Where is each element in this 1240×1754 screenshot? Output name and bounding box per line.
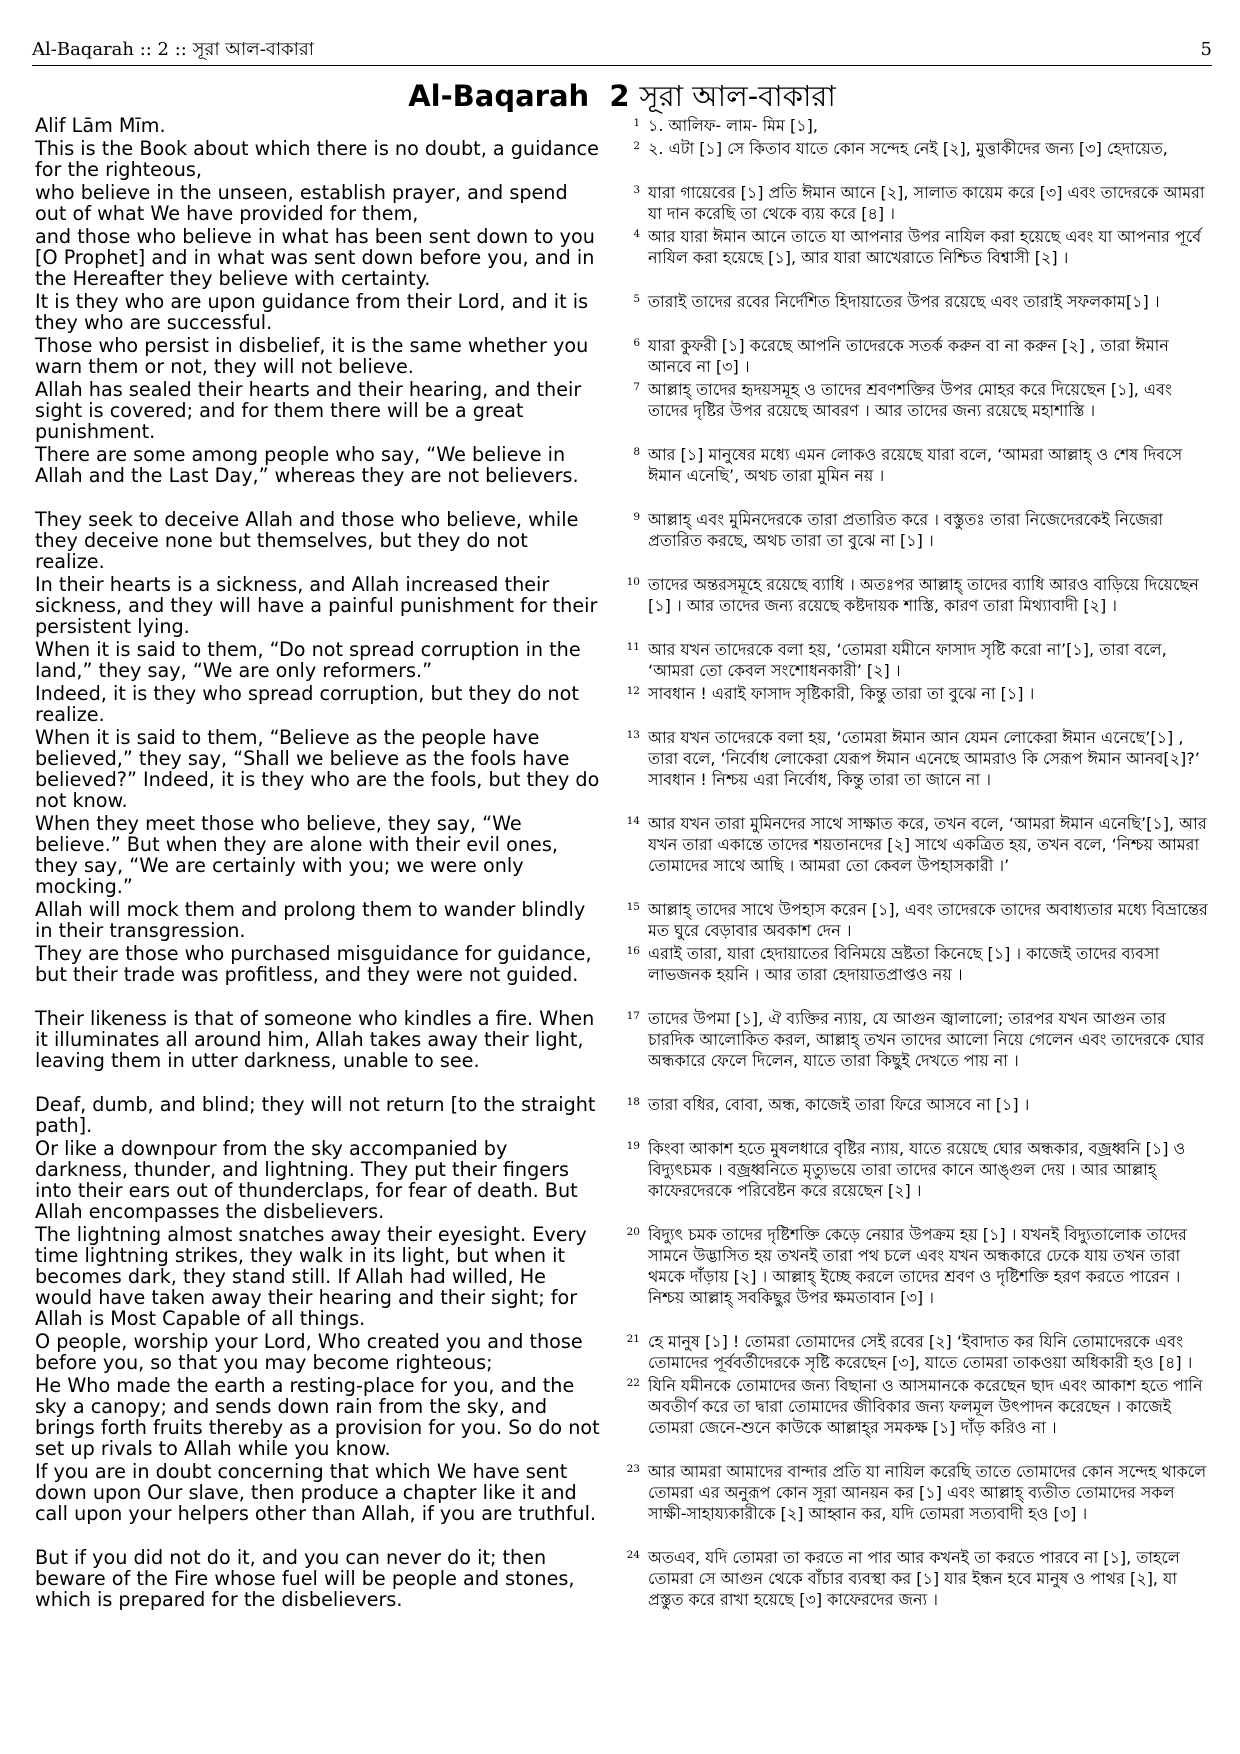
running-title: Al-Baqarah :: 2 :: সূরা আল-বাকারা [32,39,314,60]
verse-row [35,1138,1215,1224]
verse-bengali-text: কিংবা আকাশ হতে মুষলধারে বৃষ্টির ন্যায়, যাতে রয়েছে ঘোর অন্ধকার, বজ্রধ্বনি [১] ও বিদ্যুৎচমক । বজ্রধ্বনিতে মৃত্যুভয়ে তারা তাদের কানে আঙ্গুল দেয় । আর আল্লাহ্ কাফেরদেরকে পরিবেষ্টন করে রয়েছেন [২] । [648,1139,1186,1200]
verse-english-text: In their hearts is a sickness, and Allah increased their sickness, and they will have a painful punishment for their persistent lying. [35,573,598,638]
verse-english-text: When they meet those who believe, they say, “We believe.” But when they are alone with their evil ones, they say, “We are certainly with you; we were only mocking.” [35,812,558,898]
verse-number: 2 [633,140,640,152]
verse-bengali-text: সাবধান ! এরাই ফাসাদ সৃষ্টিকারী, কিন্তু তারা তা বুঝে না [১] । [648,684,1035,703]
verse-row [35,444,1215,509]
verse-bengali-text: আর যখন তাদেরকে বলা হয়, ‘তোমরা যমীনে ফাসাদ সৃষ্টি করো না’[১], তারা বলে, ‘আমরা তো কেবল সংশোধনকারী’ [২] । [648,640,1167,680]
verse-english-text: Allah has sealed their hearts and their hearing, and their sight is covered; and for them there will be a great punishment. [35,378,582,443]
verse-english-text: He Who made the earth a resting-place for you, and the sky a canopy; and sends down rain from the sky, and brings forth fruits thereby as a provision for you. So do not set up rivals to Allah while you know. [35,1374,600,1460]
verse-bengali-text: হে মানুষ [১] ! তোমরা তোমাদের সেই রবের [২] ‘ইবাদাত কর যিনি তোমাদেরকে এবং তোমাদের পূর্ববর্তীদেরকে সৃষ্টি করেছেন [৩], যাতে তোমরা তাকওয়া অধিকারী হও [৪] । [648,1332,1193,1372]
verse-number: 7 [633,381,640,393]
page-number: 5 [1200,39,1212,60]
verse-bengali-text: অতএব, যদি তোমরা তা করতে না পার আর কখনই তা করতে পারবে না [১], তাহলে তোমরা সে আগুন থেকে বাঁচার ব্যবস্থা কর [১] যার ইন্ধন হবে মানুষ ও পাথর [২], যা প্রস্তুত করে রাখা হয়েছে [৩] কাফেরদের জন্য । [648,1548,1180,1609]
verse-row [35,115,1215,138]
verse-row [35,138,1215,182]
verse-english-text: They seek to deceive Allah and those who believe, while they deceive none but themselves, but they do not realize. [35,508,579,573]
verse-english-text: who believe in the unseen, establish prayer, and spend out of what We have provided for them, [35,181,568,225]
verse-row [35,1331,1215,1375]
verse-bengali-text: ১. আলিফ- লাম- মিম [১], [648,116,818,135]
surah-title-bengali: সূরা আল-বাকারা [639,79,836,113]
verse-bengali-text: তারা বধির, বোবা, অন্ধ, কাজেই তারা ফিরে আসবে না [১] । [648,1095,1030,1114]
verse-bengali-text: আল্লাহ্ তাদের সাথে উপহাস করেন [১], এবং তাদেরকে তাদের অবাধ্যতার মধ্যে বিভ্রান্তের মত ঘুরে বেড়াবার অবকাশ দেন । [648,900,1208,940]
verse-number: 21 [626,1333,640,1345]
verse-bengali-text: আর যখন তারা মুমিনদের সাথে সাক্ষাত করে, তখন বলে, ‘আমরা ঈমান এনেছি’[১], আর যখন তারা একান্তে তাদের শয়তানদের [২] সাথে একত্রিত হয়, তখন বলে, ‘নিশ্চয় আমরা তোমাদের সাথে আছি । আমরা তো কেবল উপহাসকারী ।’ [648,814,1207,875]
verse-row [35,1375,1215,1461]
verse-bengali-text: বিদ্যুৎ চমক তাদের দৃষ্টিশক্তি কেড়ে নেয়ার উপক্রম হয় [১] । যখনই বিদ্যুতালোক তাদের সামনে উদ্ভাসিত হয় তখনই তারা পথ চলে এবং যখন অন্ধকারে ঢেকে যায় তখন তারা থমকে দাঁড়ায় [২] । আল্লাহ্ ইচ্ছে করলে তাদের শ্রবণ ও দৃষ্টিশক্তি হরণ করতে পারেন । নিশ্চয় আল্লাহ্ সবকিছুর উপর ক্ষমতাবান [৩] । [648,1225,1187,1307]
verse-bengali-text: যারা কুফরী [১] করেছে আপনি তাদেরকে সতর্ক করুন বা না করুন [২] , তারা ঈমান আনবে না [৩] । [648,336,1169,376]
verse-english-text: The lightning almost snatches away their eyesight. Every time lightning strikes, they walk in its light, but when it becomes dark, they stand still. If Allah had willed, He would have taken away their hearing and their sight; for Allah is Most Capable of all things. [35,1223,587,1330]
verse-bengali-text: আল্লাহ্ তাদের হৃদয়সমূহ ও তাদের শ্রবণশক্তির উপর মোহর করে দিয়েছেন [১], এবং তাদের দৃষ্টির উপর রয়েছে আবরণ । আর তাদের জন্য রয়েছে মহাশাস্তি । [648,380,1172,420]
verse-english-text: They are those who purchased misguidance for guidance, but their trade was profitless, and they were not guided. [35,942,592,986]
surah-title-english: Al-Baqarah 2 [408,79,630,113]
verse-row [35,1547,1215,1612]
verse-row [35,574,1215,639]
verse-english-text: Deaf, dumb, and blind; they will not return [to the straight path]. [35,1093,596,1137]
surah-title [32,76,1212,116]
verse-number: 17 [626,1010,640,1022]
verse-row [35,291,1215,335]
verse-row [35,379,1215,444]
verse-number: 6 [633,337,640,349]
verse-row [35,1094,1215,1138]
verse-number: 23 [626,1463,640,1475]
verse-row [35,1008,1215,1094]
verse-english-text: Their likeness is that of someone who kindles a fire. When it illuminates all around him, Allah takes away their light, leaving them in utter darkness, unable to see. [35,1007,595,1072]
verse-english-text: But if you did not do it, and you can never do it; then beware of the Fire whose fuel will be people and stones, which is prepared for the disbelievers. [35,1546,575,1611]
verse-bengali-text: আর আমরা আমাদের বান্দার প্রতি যা নাযিল করেছি তাতে তোমাদের কোন সন্দেহ থাকলে তোমরা এর অনুরূপ কোন সূরা আনয়ন কর [১] এবং আল্লাহ্ ব্যতীত তোমাদের সকল সাক্ষী-সাহায্যকারীকে [২] আহ্বান কর, যদি তোমরা সত্যবাদী হও [৩] । [648,1462,1207,1523]
verse-row [35,943,1215,1008]
verse-row [35,683,1215,727]
verse-number: 4 [633,228,640,240]
verse-bengali-text: তারাই তাদের রবের নির্দেশিত হিদায়াতের উপর রয়েছে এবং তারাই সফলকাম[১] । [648,292,1160,311]
verse-row [35,813,1215,899]
verse-english-text: Indeed, it is they who spread corruption, but they do not realize. [35,682,579,726]
verse-bengali-text: তাদের উপমা [১], ঐ ব্যক্তির ন্যায়, যে আগুন জ্বালালো; তারপর যখন আগুন তার চারদিক আলোকিত করল, আল্লাহ্ তখন তাদের আলো নিয়ে গেলেন এবং তাদেরকে ঘোর অন্ধকারে ফেলে দিলেন, যাতে তারা কিছুই দেখতে পায় না । [648,1009,1205,1070]
verse-bengali-text: আল্লাহ্ এবং মুমিনদেরকে তারা প্রতারিত করে । বস্তুতঃ তারা নিজেদেরকেই নিজেরা প্রতারিত করছে, অথচ তারা তা বুঝে না [১] । [648,510,1164,550]
verse-number: 5 [633,293,640,305]
verse-number: 8 [633,446,640,458]
verse-row [35,182,1215,226]
verse-number: 13 [626,729,640,741]
verse-bengali-text: তাদের অন্তরসমূহে রয়েছে ব্যাধি । অতঃপর আল্লাহ্ তাদের ব্যাধি আরও বাড়িয়ে দিয়েছেন [১] । আর তাদের জন্য রয়েছে কষ্টদায়ক শাস্তি, কারণ তারা মিথ্যাবাদী [২] । [648,575,1199,615]
verse-number: 10 [626,576,640,588]
verse-number: 1 [633,117,640,129]
verse-number: 11 [626,641,640,653]
verse-bengali-text: যিনি যমীনকে তোমাদের জন্য বিছানা ও আসমানকে করেছেন ছাদ এবং আকাশ হতে পানি অবতীর্ণ করে তা দ্বারা তোমাদের জীবিকার জন্য ফলমূল উৎপাদন করেছেন । কাজেই তোমরা জেনে-শুনে কাউকে আল্লাহ্‌র সমকক্ষ [১] দাঁড় করিও না । [648,1376,1203,1437]
verse-bengali-text: এরাই তারা, যারা হেদায়াতের বিনিময়ে ভ্রষ্টতা কিনেছে [১] । কাজেই তাদের ব্যবসা লাভজনক হয়নি । আর তারা হেদায়াতপ্রাপ্তও নয় । [648,944,1160,984]
verse-english-text: When it is said to them, “Do not spread corruption in the land,” they say, “We are only reformers.” [35,638,581,682]
verse-row [35,727,1215,813]
verse-bengali-text: আর যখন তাদেরকে বলা হয়, ‘তোমরা ঈমান আন যেমন লোকেরা ঈমান এনেছে’[১] , তারা বলে, ‘নির্বোধ লোকেরা যেরূপ ঈমান এনেছে আমরাও কি সেরূপ ঈমান আনব[২]?’ সাবধান ! নিশ্চয় এরা নির্বোধ, কিন্তু তারা তা জানে না । [648,728,1200,789]
verse-number: 15 [626,901,640,913]
verse-english-text: Or like a downpour from the sky accompanied by darkness, thunder, and lightning. They put their fingers into their ears out of thunderclaps, for fear of death. But Allah encompasses the disbelievers. [35,1137,578,1223]
verse-bengali-text: ২. এটা [১] সে কিতাব যাতে কোন সন্দেহ নেই [২], মুত্তাকীদের জন্য [৩] হেদায়েত, [648,139,1168,158]
verse-number: 24 [626,1549,640,1561]
verse-english-text: Allah will mock them and prolong them to wander blindly in their transgression. [35,898,586,942]
verse-row [35,899,1215,943]
verse-number: 12 [626,685,640,697]
verse-english-text: If you are in doubt concerning that which We have sent down upon Our slave, then produce a chapter like it and call upon your helpers other than Allah, if you are truthful. [35,1460,597,1525]
verse-english-text: It is they who are upon guidance from their Lord, and it is they who are successful. [35,290,589,334]
verse-english-text: and those who believe in what has been sent down to you [O Prophet] and in what was sent down before you, and in the Hereafter they believe with certainty. [35,225,595,290]
verse-row [35,1224,1215,1331]
verse-bengali-text: আর যারা ঈমান আনে তাতে যা আপনার উপর নাযিল করা হয়েছে এবং যা আপনার পূর্বে নাযিল করা হয়েছে [১], আর যারা আখেরাতে নিশ্চিত বিশ্বাসী [২] । [648,227,1202,267]
verse-number: 18 [626,1096,640,1108]
verse-number: 3 [633,184,640,196]
verse-bengali-text: যারা গায়েবের [১] প্রতি ঈমান আনে [২], সালাত কায়েম করে [৩] এবং তাদেরকে আমরা যা দান করেছি তা থেকে ব্যয় করে [৪] । [648,183,1205,223]
verse-row [35,1461,1215,1547]
verse-number: 14 [626,815,640,827]
verse-english-text: O people, worship your Lord, Who created you and those before you, so that you may become righteous; [35,1330,583,1374]
verse-english-text: There are some among people who say, “We believe in Allah and the Last Day,” whereas they are not believers. [35,443,579,487]
verse-row [35,226,1215,291]
verse-number: 22 [626,1377,640,1389]
verse-english-text: Those who persist in disbelief, it is the same whether you warn them or not, they will not believe. [35,334,589,378]
verse-row [35,639,1215,683]
verse-list [35,115,1215,1612]
verse-english-text: When it is said to them, “Believe as the people have believed,” they say, “Shall we believe as the fools have believed?” Indeed, it is they who are the fools, but they do not know. [35,726,600,812]
verse-english-text: This is the Book about which there is no doubt, a guidance for the righteous, [35,137,599,181]
verse-number: 16 [626,945,640,957]
verse-number: 20 [626,1226,640,1238]
header-rule [32,65,1212,66]
running-header [32,36,1212,64]
verse-row [35,509,1215,574]
verse-english-text: Alif Lām Mīm. [35,114,166,137]
verse-number: 19 [626,1140,640,1152]
verse-number: 9 [633,511,640,523]
verse-row [35,335,1215,379]
verse-bengali-text: আর [১] মানুষের মধ্যে এমন লোকও রয়েছে যারা বলে, ‘আমরা আল্লাহ্ ও শেষ দিবসে ঈমান এনেছি’, অথচ তারা মুমিন নয় । [648,445,1183,485]
